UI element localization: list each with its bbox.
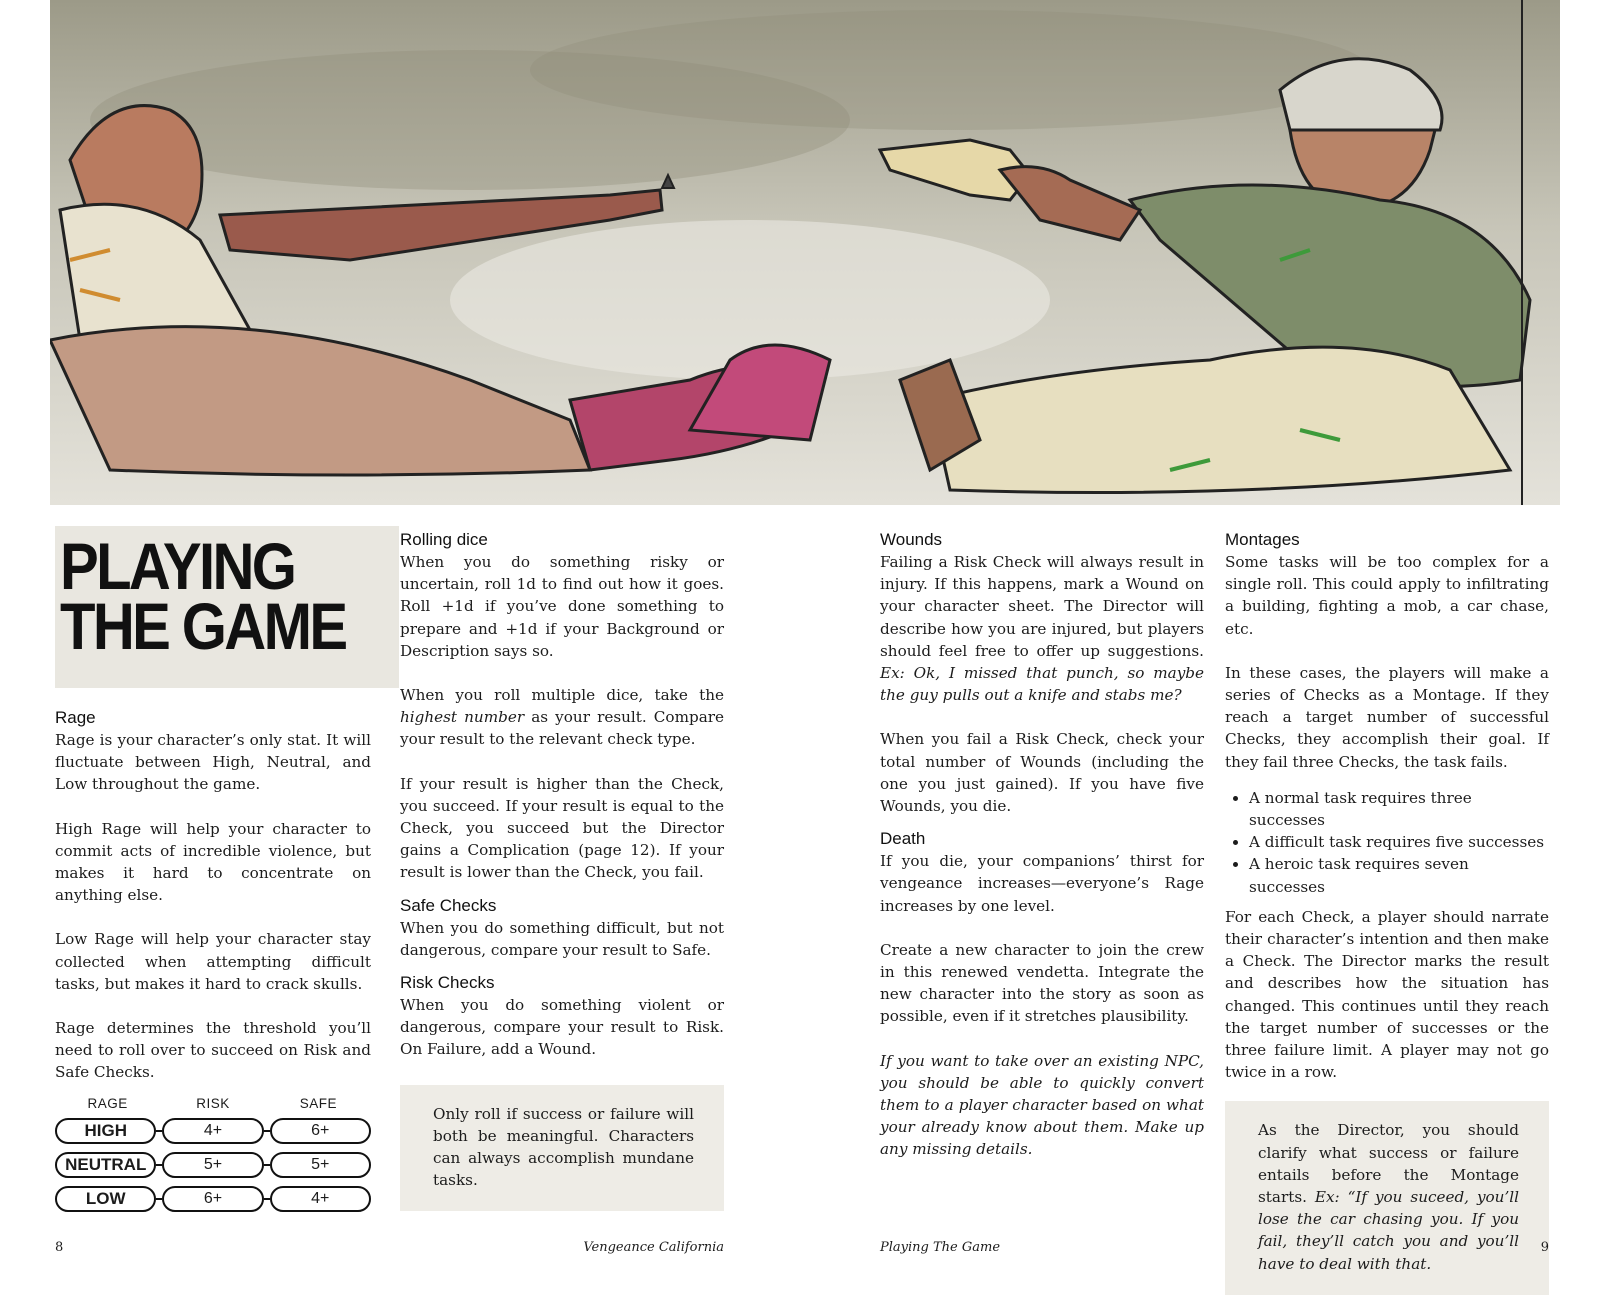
rolling-dice-paragraph: When you do something risky or uncertain, roll 1d to find out how it goes. Roll +1d if you’ve done something to prepare and +1d if your Background or Description says so. [400,553,724,660]
death-paragraph: Create a new character to join the crew in this renewed vendetta. Integrate the new character into the story as soon as possible, even if it stretches plausibility. [880,940,1204,1026]
running-title-left: Vengeance California [583,1240,724,1255]
wounds-heading: Wounds [880,530,943,549]
risk-value: 4+ [162,1118,263,1144]
rage-paragraph: Rage determines the threshold you’ll need to roll over to succeed on Risk and Safe Checks. [55,1019,371,1082]
wounds-paragraph: When you fail a Risk Check, check your total number of Wounds (including the one you just gained). If you have five Wounds, you die. [880,730,1204,816]
montage-difficulty-list [1225,787,1549,898]
risk-checks-text: When you do something violent or dangerous, compare your result to Risk. On Failure, add a Wound. [400,996,724,1059]
death-heading: Death [880,829,926,849]
safe-checks-text: When you do something difficult, but not dangerous, compare your result to Safe. [400,918,724,959]
callout-text: As the Director, you should clarify what success or failure entails before the Montage starts. Ex: “If you suceed, you’ll lose the car chasing you. If you fail, they’ll catch you and you’ll have to deal with that. [1258,1121,1520,1273]
callout-text: Only roll if success or failure will both be meaningful. Characters can always accomplish mundane tasks. [433,1104,694,1190]
montages-paragraph: In these cases, the players will make a series of Checks as a Montage. If they reach a target number of successful Checks, they accomplish their goal. If they fail three Checks, the task fails. [1225,663,1549,771]
rage-level-label: HIGH [55,1118,156,1144]
column-3 [880,528,1204,1183]
roll-callout-box [400,1085,724,1212]
column-1 [55,522,371,1216]
safe-value: 4+ [270,1186,371,1212]
list-item: • A heroic task requires seven successes [1249,853,1549,897]
chapter-title-box [55,526,399,688]
rolling-dice-paragraph: When you roll multiple dice, take the highest number as your result. Compare your result to the relevant check type. [400,686,724,749]
rage-level-label: LOW [55,1186,156,1212]
chapter-title [60,529,346,663]
rage-paragraph: Rage is your character’s only stat. It will fluctuate between High, Neutral, and Low throughout the game. [55,731,371,794]
title-line-1: PLAYING [60,529,295,603]
header-safe: SAFE [299,1095,337,1111]
running-title-right: Playing The Game [880,1240,1001,1255]
rage-paragraph: High Rage will help your character to commit acts of incredible violence, but makes it hard to concentrate on anything else. [55,819,371,905]
page-number-left: 8 [55,1240,64,1255]
table-row-low [55,1182,371,1216]
safe-value: 6+ [270,1118,371,1144]
table-row-high [55,1114,371,1148]
list-item: • A difficult task requires five successes [1249,831,1549,853]
death-paragraph-italic: If you want to take over an existing NPC, you should be able to quickly convert them to a player character based on what your already know about them. Make up any missing details. [880,1051,1204,1159]
montages-paragraph: Some tasks will be too complex for a single roll. This could apply to infiltrating a building, fighting a mob, a car chase, etc. [1225,553,1549,638]
montages-paragraph: For each Check, a player should narrate their character’s intention and then make a Check. The Director marks the result and describes how the situation has changed. This continues until they reach the target number of successes or the three failure limit. A player may not go twice in a row. [1225,907,1549,1082]
risk-checks-heading: Risk Checks [400,973,495,993]
standoff-illustration [50,0,1560,505]
safe-checks-heading: Safe Checks [400,895,497,915]
rolling-dice-heading: Rolling dice [400,530,488,549]
rage-level-label: NEUTRAL [55,1152,156,1178]
montages-heading: Montages [1225,530,1300,549]
list-item: • A normal task requires three successes [1249,787,1549,831]
director-callout-box [1225,1101,1549,1294]
rage-paragraph: Low Rage will help your character stay collected when attempting difficult tasks, but makes it hard to crack skulls. [55,930,371,993]
death-paragraph: If you die, your companions’ thirst for vengeance increases—everyone’s Rage increases by one level. [880,852,1204,915]
rage-heading: Rage [55,708,96,727]
table-row-neutral [55,1148,371,1182]
column-4 [1225,528,1549,1295]
header-rage: RAGE [87,1095,128,1111]
title-line-2: THE GAME [60,589,346,663]
wounds-paragraph: Failing a Risk Check will always result in injury. If this happens, mark a Wound on your character sheet. The Director will describe how you are injured, but players should feel free to offer up suggestions. Ex: Ok, I missed that punch, so maybe the guy pulls out a knife and stabs me? [880,553,1204,705]
table-header-row [55,1094,371,1114]
rolling-dice-paragraph: If your result is higher than the Check, you succeed. If your result is equal to the Check, you succeed but the Director gains a Complication (page 12). If your result is lower than the Check, you fail. [400,774,724,882]
safe-value: 5+ [270,1152,371,1178]
page-number-right: 9 [1540,1240,1549,1255]
rage-threshold-table [55,1094,371,1216]
risk-value: 6+ [162,1186,263,1212]
risk-value: 5+ [162,1152,263,1178]
column-2 [400,528,724,1211]
header-risk: RISK [196,1095,230,1111]
